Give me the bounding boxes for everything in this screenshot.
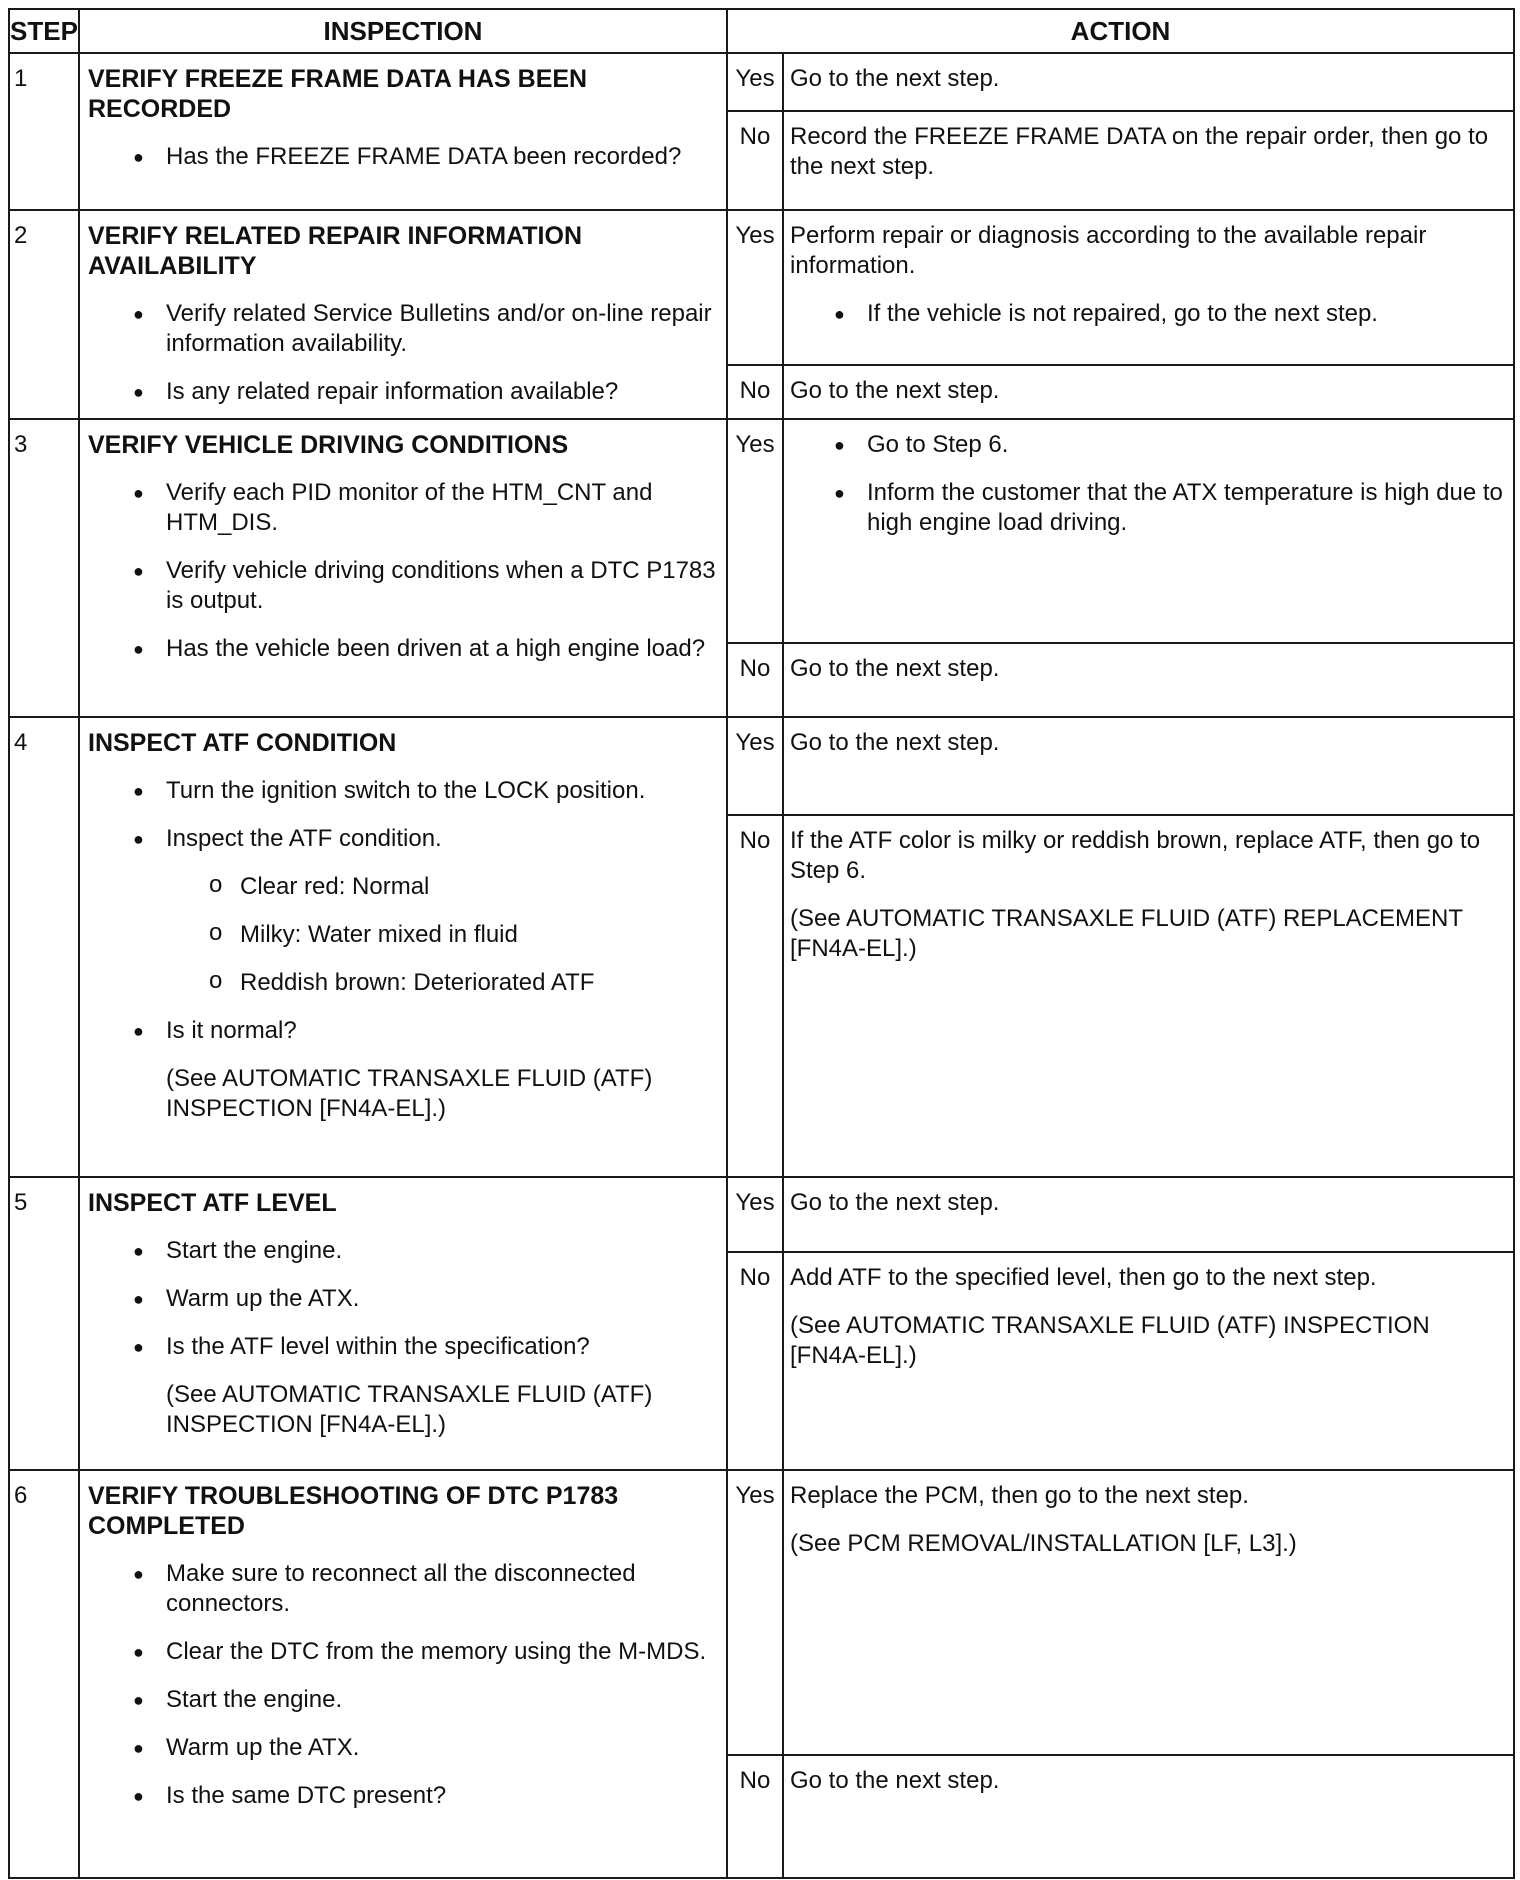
step-6-yes-row	[9, 1470, 1514, 1755]
step-number: 2	[9, 210, 79, 419]
action-text: Go to the next step.	[790, 655, 1000, 682]
action-text: If the ATF color is milky or reddish brown, replace ATF, then go to Step 6.	[790, 827, 1481, 884]
inspection-cell	[79, 210, 727, 419]
inspection-bullet: ● Is the same DTC present?	[88, 1781, 718, 1811]
step-number: 5	[9, 1177, 79, 1470]
step-number: 1	[9, 53, 79, 210]
inspection-cell	[79, 1177, 727, 1470]
inspection-bullet: ● Clear the DTC from the memory using the M-MDS.	[88, 1637, 718, 1667]
step-header: STEP	[9, 9, 79, 53]
action-bullet: ● If the vehicle is not repaired, go to the next step.	[790, 299, 1507, 329]
yes-label: Yes	[727, 53, 783, 111]
diagnostic-procedure-table	[8, 8, 1515, 1879]
no-action	[783, 815, 1514, 1177]
action-text: Add ATF to the specified level, then go to the next step.	[790, 1264, 1377, 1291]
no-label: No	[727, 1755, 783, 1878]
inspection-bullet: ● Warm up the ATX.	[88, 1733, 718, 1763]
inspection-bullet: ● Verify each PID monitor of the HTM_CNT and HTM_DIS.	[88, 478, 718, 538]
inspection-title: VERIFY TROUBLESHOOTING OF DTC P1783 COMPLETED	[88, 1482, 619, 1540]
inspection-reference: (See AUTOMATIC TRANSAXLE FLUID (ATF) INSPECTION [FN4A-EL].)	[166, 1381, 653, 1438]
action-text: Go to the next step.	[790, 1767, 1000, 1794]
action-text: Record the FREEZE FRAME DATA on the repair order, then go to the next step.	[790, 123, 1489, 180]
step-number: 6	[9, 1470, 79, 1878]
action-header: ACTION	[727, 9, 1514, 53]
step-4-yes-row	[9, 717, 1514, 815]
inspection-bullet: ● Start the engine.	[88, 1236, 718, 1266]
action-text: Replace the PCM, then go to the next step.	[790, 1482, 1249, 1509]
inspection-cell	[79, 717, 727, 1177]
inspection-bullet: ● Turn the ignition switch to the LOCK position.	[88, 776, 718, 806]
action-text: Perform repair or diagnosis according to the available repair information.	[790, 222, 1427, 279]
yes-action	[783, 1177, 1514, 1252]
yes-label: Yes	[727, 717, 783, 815]
header-row	[9, 9, 1514, 53]
yes-action	[783, 53, 1514, 111]
inspection-cell	[79, 419, 727, 717]
step-number: 3	[9, 419, 79, 717]
step-5-yes-row	[9, 1177, 1514, 1252]
step-number: 4	[9, 717, 79, 1177]
yes-label: Yes	[727, 1177, 783, 1252]
yes-action	[783, 210, 1514, 365]
inspection-bullet: ● Has the vehicle been driven at a high engine load?	[88, 634, 718, 664]
inspection-reference: (See AUTOMATIC TRANSAXLE FLUID (ATF) INSPECTION [FN4A-EL].)	[166, 1065, 653, 1122]
inspection-title: INSPECT ATF CONDITION	[88, 729, 397, 757]
inspection-bullet: ● Has the FREEZE FRAME DATA been recorded?	[88, 142, 718, 172]
inspection-sub-bullet: o Milky: Water mixed in fluid	[88, 920, 718, 950]
inspection-bullet: ● Verify related Service Bulletins and/or on-line repair information availability.	[88, 299, 718, 359]
troubleshooting-sheet	[8, 8, 1513, 1873]
no-label: No	[727, 365, 783, 419]
inspection-bullet: ● Is it normal?	[88, 1016, 718, 1046]
no-action	[783, 111, 1514, 210]
step-2-yes-row	[9, 210, 1514, 365]
inspection-bullet: ● Inspect the ATF condition.	[88, 824, 718, 854]
inspection-bullet: ● Warm up the ATX.	[88, 1284, 718, 1314]
inspection-title: VERIFY RELATED REPAIR INFORMATION AVAILABILITY	[88, 222, 582, 280]
inspection-sub-bullet: o Reddish brown: Deteriorated ATF	[88, 968, 718, 998]
inspection-header: INSPECTION	[79, 9, 727, 53]
inspection-cell	[79, 53, 727, 210]
no-action	[783, 365, 1514, 419]
action-bullet: ● Go to Step 6.	[790, 430, 1507, 460]
step-1-yes-row	[9, 53, 1514, 111]
action-reference: (See PCM REMOVAL/INSTALLATION [LF, L3].)	[790, 1530, 1297, 1557]
yes-action	[783, 1470, 1514, 1755]
yes-label: Yes	[727, 1470, 783, 1755]
no-action	[783, 1755, 1514, 1878]
inspection-title: INSPECT ATF LEVEL	[88, 1189, 337, 1217]
no-label: No	[727, 111, 783, 210]
no-label: No	[727, 1252, 783, 1470]
inspection-bullet: ● Is the ATF level within the specification?	[88, 1332, 718, 1362]
action-text: Go to the next step.	[790, 65, 1000, 92]
inspection-title: VERIFY FREEZE FRAME DATA HAS BEEN RECORDED	[88, 65, 588, 123]
step-3-yes-row	[9, 419, 1514, 643]
no-action	[783, 1252, 1514, 1470]
action-reference: (See AUTOMATIC TRANSAXLE FLUID (ATF) INSPECTION [FN4A-EL].)	[790, 1312, 1430, 1369]
inspection-title: VERIFY VEHICLE DRIVING CONDITIONS	[88, 431, 569, 459]
inspection-bullet: ● Verify vehicle driving conditions when a DTC P1783 is output.	[88, 556, 718, 616]
inspection-bullet: ● Make sure to reconnect all the disconnected connectors.	[88, 1559, 718, 1619]
yes-label: Yes	[727, 419, 783, 643]
inspection-bullet: ● Is any related repair information available?	[88, 377, 718, 407]
inspection-sub-bullet: o Clear red: Normal	[88, 872, 718, 902]
action-text: Go to the next step.	[790, 377, 1000, 404]
yes-action	[783, 717, 1514, 815]
no-label: No	[727, 815, 783, 1177]
action-reference: (See AUTOMATIC TRANSAXLE FLUID (ATF) REPLACEMENT [FN4A-EL].)	[790, 905, 1463, 962]
action-text: Go to the next step.	[790, 729, 1000, 756]
yes-action	[783, 419, 1514, 643]
inspection-cell	[79, 1470, 727, 1878]
no-label: No	[727, 643, 783, 717]
yes-label: Yes	[727, 210, 783, 365]
inspection-bullet: ● Start the engine.	[88, 1685, 718, 1715]
action-bullet: ● Inform the customer that the ATX temperature is high due to high engine load driving.	[790, 478, 1507, 538]
no-action	[783, 643, 1514, 717]
action-text: Go to the next step.	[790, 1189, 1000, 1216]
